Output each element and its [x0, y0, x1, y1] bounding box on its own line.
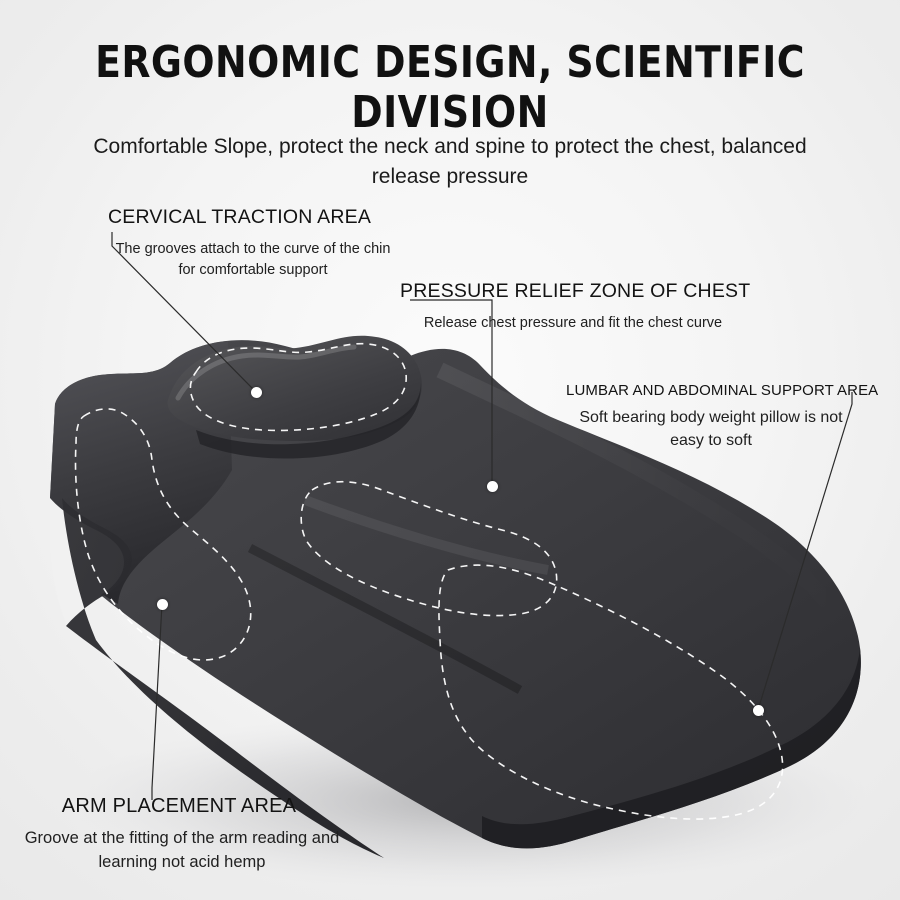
callout-chest-desc: Release chest pressure and fit the chest curve: [423, 315, 723, 331]
callout-arm-placement-area: [24, 795, 344, 874]
callout-arm-title: ARM PLACEMENT AREA: [61, 795, 297, 817]
callout-arm-desc: Groove at the fitting of the arm reading and learning not acid hemp: [24, 829, 340, 871]
callout-chest-title: PRESSURE RELIEF ZONE OF CHEST: [400, 280, 751, 302]
hotspot-dot-chest: [487, 481, 498, 492]
hotspot-dot-cervical: [251, 387, 262, 398]
page-subtitle: Comfortable Slope, protect the neck and spine to protect the chest, balanced release pressure: [93, 135, 807, 188]
hotspot-dot-lumbar: [753, 705, 764, 716]
callout-lumbar-desc: Soft bearing body weight pillow is not easy to soft: [579, 409, 843, 449]
callout-pressure-relief-zone-of-chest: [400, 280, 750, 334]
callout-cervical-desc: The grooves attach to the curve of the chin for comfortable support: [115, 241, 391, 278]
hotspot-dot-arm: [157, 599, 168, 610]
page-title: ERGONOMIC DESIGN, SCIENTIFIC DIVISION: [95, 37, 805, 138]
callout-lumbar-title: LUMBAR AND ABDOMINAL SUPPORT AREA: [566, 382, 879, 399]
callout-lumbar-abdominal-support-area: [566, 382, 879, 452]
callout-cervical-traction-area: [108, 206, 408, 281]
callout-cervical-title: CERVICAL TRACTION AREA: [108, 206, 372, 228]
